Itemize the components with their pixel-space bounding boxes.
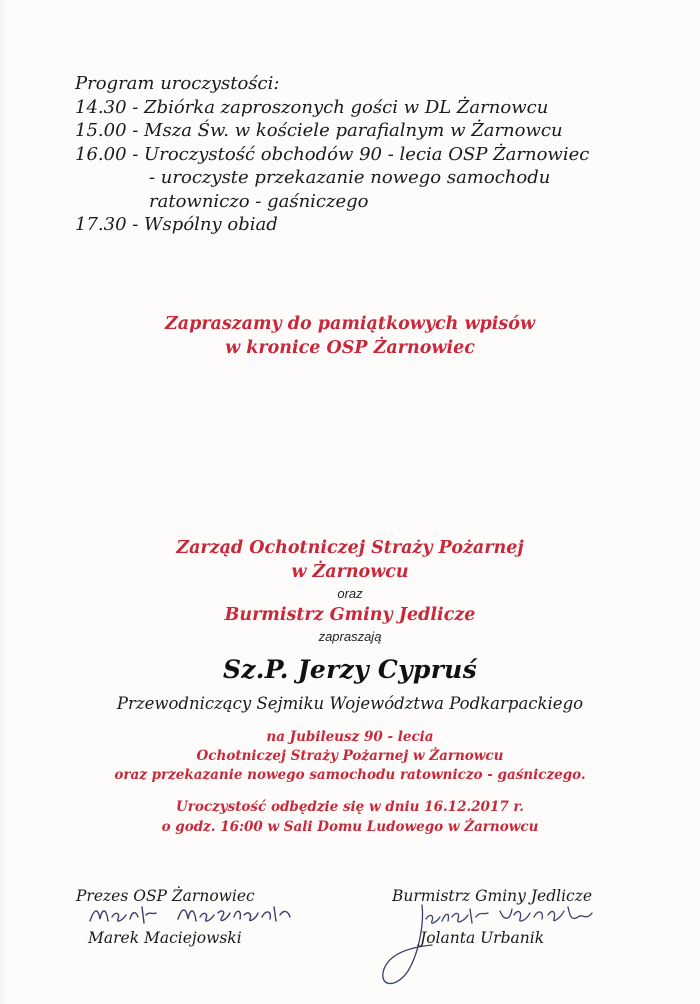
chronicle-invitation [0, 312, 700, 360]
conjunction: oraz [337, 586, 363, 601]
signatory-name: Jolanta Urbanik [420, 929, 545, 947]
jubilee-line: Ochotniczej Straży Pożarnej w Żarnowcu [196, 748, 504, 764]
program-heading: Program uroczystości: [75, 73, 280, 94]
invite-verb: zapraszają [318, 629, 382, 644]
program-item: 15.00 - Msza Św. w kościele parafialnym w Żarnowcu [75, 120, 563, 141]
program-section [75, 72, 675, 237]
mayor-title: Burmistrz Gminy Jedlicze [224, 605, 476, 625]
guest-role: Przewodniczący Sejmiku Województwa Podkarpackiego [116, 694, 584, 713]
organizer-name: Zarząd Ochotniczej Straży Pożarnej [176, 538, 524, 558]
signatory-title: Prezes OSP Żarnowiec [76, 887, 255, 905]
event-date: Uroczystość odbędzie się w dniu 16.12.2017 r. [175, 799, 525, 815]
event-details [0, 797, 700, 837]
program-item: 14.30 - Zbiórka zaproszonych gości w DL Żarnowcu [75, 96, 549, 118]
chronicle-line: w kronice OSP Żarnowiec [225, 338, 475, 358]
signature-left [76, 885, 306, 947]
invitation-block [0, 536, 700, 837]
signatory-title: Burmistrz Gminy Jedlicze [392, 887, 593, 905]
signatory-name: Marek Maciejowski [88, 929, 242, 947]
program-item: 16.00 - Uroczystość obchodów 90 - lecia OSP Żarnowiec [75, 143, 590, 165]
jubilee-text [0, 728, 700, 785]
event-venue: o godz. 16:00 w Sali Domu Ludowego w Żarnowcu [161, 819, 539, 835]
program-item-continuation: - uroczyste przekazanie nowego samochodu [149, 167, 551, 188]
chronicle-line: Zapraszamy do pamiątkowych wpisów [164, 314, 536, 334]
guest-name: Sz.P. Jerzy Cypruś [222, 655, 478, 684]
handwritten-signature [86, 899, 306, 933]
jubilee-line: na Jubileusz 90 - lecia [266, 729, 434, 745]
signature-right [392, 885, 652, 947]
program-item: 17.30 - Wspólny obiad [75, 214, 278, 235]
jubilee-line: oraz przekazanie nowego samochodu ratowniczo - gaśniczego. [114, 767, 586, 783]
organizer-location: w Żarnowcu [291, 562, 409, 582]
program-item-continuation: ratowniczo - gaśniczego [149, 190, 369, 212]
